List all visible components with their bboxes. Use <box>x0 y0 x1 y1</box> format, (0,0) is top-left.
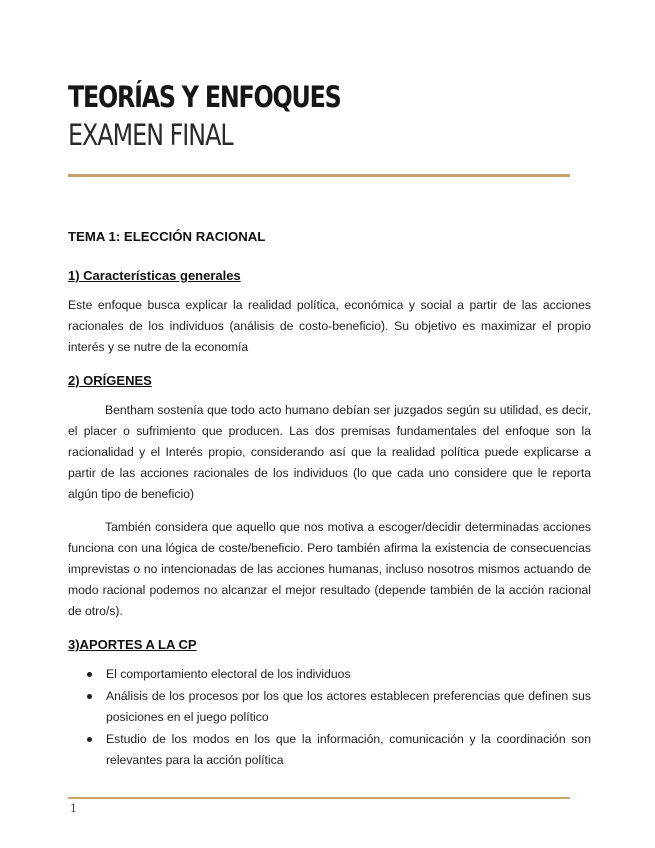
list-item <box>68 729 591 771</box>
document-title: TEORÍAS Y ENFOQUES <box>68 80 341 114</box>
footer-divider <box>68 797 570 799</box>
document-body <box>68 226 591 772</box>
paragraph: También considera que aquello que nos motiva a escoger/decidir determinadas acciones funciona con una lógica de coste/beneficio. Pero también afirma la existencia de consecuencias imprevistas o no intencionadas de las acciones humanas, incluso nosotros mismos actuando de modo racional podemos no alcanzar el mejor resultado (depende también de la acción racional de otro/s). <box>68 520 591 618</box>
list-item-text: El comportamiento electoral de los individuos <box>106 667 351 681</box>
document-subtitle: EXAMEN FINAL <box>68 118 233 152</box>
section-heading-origenes: 2) ORÍGENES <box>68 373 152 388</box>
bullet-icon <box>87 737 92 742</box>
header-divider <box>68 174 570 177</box>
page-number: 1 <box>70 802 77 815</box>
list-item-text: Análisis de los procesos por los que los actores establecen preferencias que definen sus posiciones en el juego político <box>106 689 591 724</box>
aportes-list <box>68 664 591 771</box>
list-item <box>68 686 591 728</box>
paragraph: Este enfoque busca explicar la realidad política, económica y social a partir de las acciones racionales de los individuos (análisis de costo-beneficio). Su objetivo es maximizar el propio interés y se nutre de la economía <box>68 298 591 354</box>
topic-heading: TEMA 1: ELECCIÓN RACIONAL <box>68 229 266 244</box>
bullet-icon <box>87 672 92 677</box>
list-item <box>68 664 591 685</box>
section-heading-aportes: 3)APORTES A LA CP <box>68 637 197 652</box>
list-item-text: Estudio de los modos en los que la información, comunicación y la coordinación son relevantes para la acción política <box>106 732 591 767</box>
section-heading-caracteristicas: 1) Características generales <box>68 268 241 283</box>
bullet-icon <box>87 694 92 699</box>
paragraph: Bentham sostenía que todo acto humano debían ser juzgados según su utilidad, es decir, el placer o sufrimiento que producen. Las dos premisas fundamentales del enfoque son la racionalidad y el Interés propio, considerando así que la realidad política puede explicarse a partir de las acciones racionales de los individuos (lo que cada uno considere que le reporta algún tipo de beneficio) <box>68 403 591 501</box>
